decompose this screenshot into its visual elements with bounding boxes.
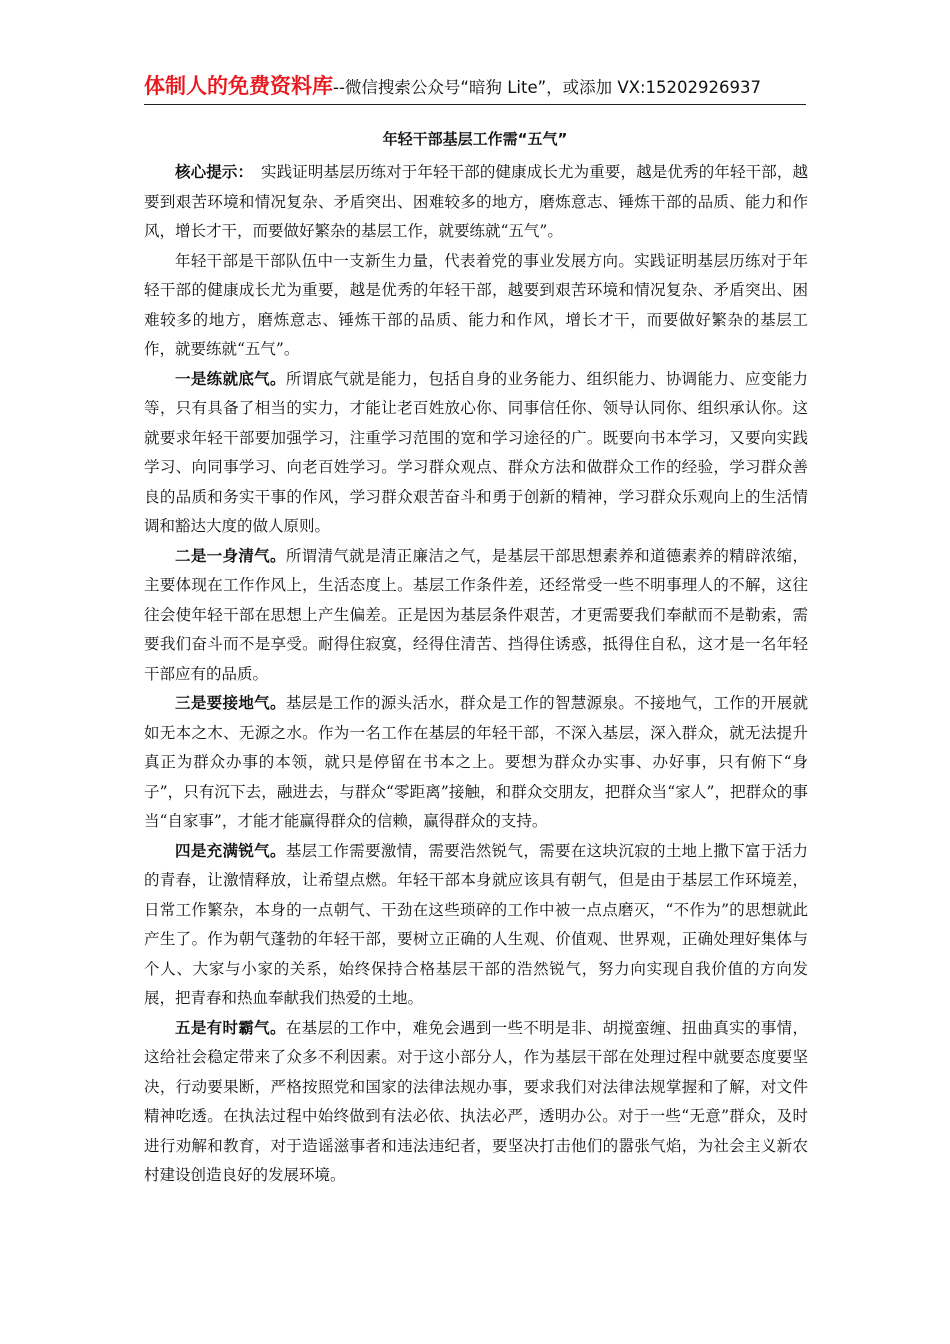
paragraph-point-2	[144, 542, 808, 690]
paragraph-text: 基层是工作的源头活水，群众是工作的智慧源泉。不接地气，工作的开展就如无本之木、无源之水。作为一名工作在基层的年轻干部，不深入基层，深入群众，就无法提升真正为群众办事的本领，就只是停留在书本之上。要想为群众办实事、办好事，只有俯下“身子”，只有沉下去，融进去，与群众“零距离”接触，和群众交朋友，把群众当“家人”，把群众的事当“自家事”，才能才能赢得群众的信赖，赢得群众的支持。	[144, 694, 808, 830]
paragraph-point-4	[144, 837, 808, 1014]
paragraph-point-5	[144, 1014, 808, 1191]
paragraph-lead: 核心提示：	[175, 163, 246, 181]
paragraph-text: 实践证明基层历练对于年轻干部的健康成长尤为重要，越是优秀的年轻干部，越要到艰苦环境和情况复杂、矛盾突出、困难较多的地方，磨炼意志、锤炼干部的品质、能力和作风，增长才干，而要做好繁杂的基层工作，就要练就“五气”。	[144, 163, 808, 240]
paragraph-text: 所谓清气就是清正廉洁之气，是基层干部思想素养和道德素养的精辟浓缩，主要体现在工作作风上，生活态度上。基层工作条件差，还经常受一些不明事理人的不解，这往往会使年轻干部在思想上产生偏差。正是因为基层条件艰苦，才更需要我们奉献而不是勒索，需要我们奋斗而不是享受。耐得住寂寞，经得住清苦、挡得住诱惑，抵得住自私，这才是一名年轻干部应有的品质。	[144, 546, 808, 683]
header-brand: 体制人的免费资料库	[144, 74, 333, 98]
paragraph-point-3	[144, 689, 808, 837]
paragraph-lead: 一是练就底气。	[175, 369, 286, 388]
paragraph-text: 在基层的工作中，难免会遇到一些不明是非、胡搅蛮缠、扭曲真实的事情，这给社会稳定带来了众多不利因素。对于这小部分人，作为基层干部在处理过程中就要态度要坚决，行动要果断，严格按照党和国家的法律法规办事，要求我们对法律法规掌握和了解，对文件精神吃透。在执法过程中始终做到有法必依、执法必严，透明办公。对于一些“无意”群众，及时进行劝解和教育，对于造谣滋事者和违法违纪者，要坚决打击他们的嚣张气焰，为社会主义新农村建设创造良好的发展环境。	[144, 1018, 808, 1184]
document-body	[144, 158, 808, 1191]
paragraph-lead: 二是一身清气。	[175, 546, 286, 565]
paragraph-lead: 五是有时霸气。	[175, 1018, 286, 1037]
paragraph-summary	[144, 158, 808, 247]
paragraph-lead: 四是充满锐气。	[175, 841, 286, 860]
document-title: 年轻干部基层工作需“五气”	[382, 130, 568, 148]
paragraph-text: 基层工作需要激情，需要浩然锐气，需要在这块沉寂的土地上撒下富于活力的青春，让激情释放，让希望点燃。年轻干部本身就应该具有朝气，但是由于基层工作环境差，日常工作繁杂，本身的一点朝气、干劲在这些琐碎的工作中被一点点磨灭，“不作为”的思想就此产生了。作为朝气蓬勃的年轻干部，要树立正确的人生观、价值观、世界观，正确处理好集体与个人、大家与小家的关系，始终保持合格基层干部的浩然锐气，努力向实现自我价值的方向发展，把青春和热血奉献我们热爱的土地。	[144, 841, 808, 1007]
paragraph-text: 年轻干部是干部队伍中一支新生力量，代表着党的事业发展方向。实践证明基层历练对于年轻干部的健康成长尤为重要，越是优秀的年轻干部，越要到艰苦环境和情况复杂、矛盾突出、困难较多的地方，磨炼意志、锤炼干部的品质、能力和作风，增长才干，而要做好繁杂的基层工作，就要练就“五气”。	[144, 251, 808, 358]
header-note: --微信搜索公众号“暗狗 Lite”，或添加 VX:15202926937	[333, 78, 762, 97]
paragraph-intro	[144, 247, 808, 365]
paragraph-point-1	[144, 365, 808, 542]
page-header	[144, 70, 806, 105]
paragraph-lead: 三是要接地气。	[175, 694, 286, 712]
paragraph-text: 所谓底气就是能力，包括自身的业务能力、组织能力、协调能力、应变能力等，只有具备了相当的实力，才能让老百姓放心你、同事信任你、领导认同你、组织承认你。这就要求年轻干部要加强学习，注重学习范围的宽和学习途径的广。既要向书本学习，又要向实践学习、向同事学习、向老百姓学习。学习群众观点、群众方法和做群众工作的经验，学习群众善良的品质和务实干事的作风，学习群众艰苦奋斗和勇于创新的精神，学习群众乐观向上的生活情调和豁达大度的做人原则。	[144, 369, 808, 535]
